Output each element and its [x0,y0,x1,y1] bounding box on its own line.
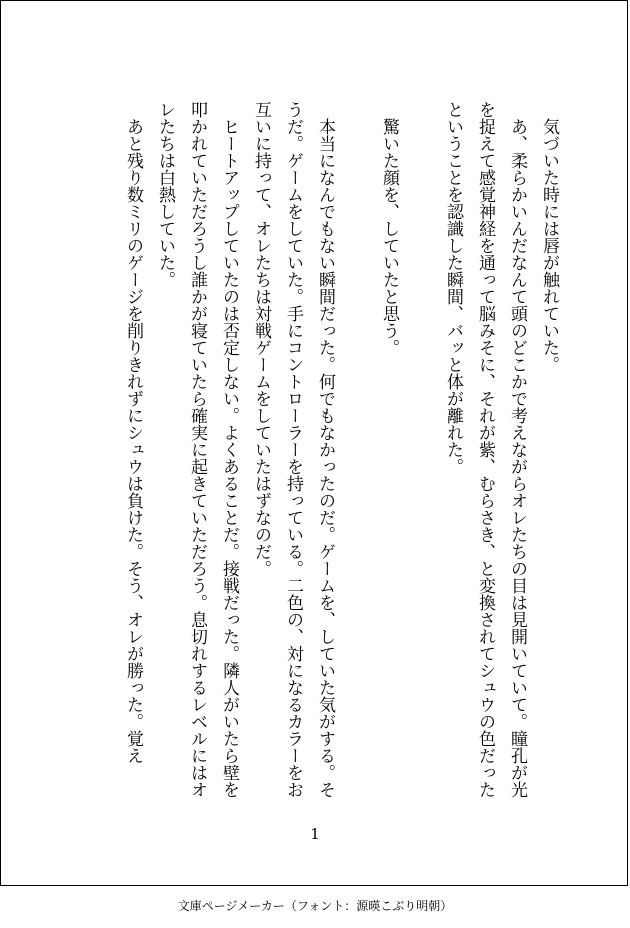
blank-line [405,101,437,813]
paragraph: あと残り数ミリのゲージを削りきれずにシュウは負けた。そう、オレが勝った。覚え [123,118,143,764]
paragraph: 本当になんでもない瞬間だった。何でもなかったのだ。ゲームを、していた気がする。そうだ。ゲームをしていた。手にコントローラーを持っている。二色の、対になるカラーをお互いに持って、オレたちは対戦ゲームをしていたはずなのだ。 [251,101,335,798]
blank-line [341,101,373,813]
paragraph: ヒートアップしていたのは否定しない。よくあることだ。接戦だった。隣人がいたら壁を叩かれていただろうし誰かが寝ていたら確実に起きていただろう。息切れするレベルにはオレたちは白熱していた。 [155,101,239,798]
paragraph: あ、柔らかいんだなんて頭のどこかで考えながらオレたちの目は見開いていて。瞳孔が光を捉えて感覚神経を通って脳みそに、それが紫、むらさき、と変換されてシュウの色だったということを認識した瞬間、バッと体が離れた。 [443,101,527,798]
paragraph: 気づいた時には唇が触れていた。 [539,118,559,373]
footer-caption: 文庫ページメーカー（フォント：源暎こぶり明朝） [177,899,453,913]
paragraph: 驚いた顔を、していたと思う。 [379,118,399,356]
page-number: 1 [310,825,320,843]
vertical-body-text [65,101,565,813]
